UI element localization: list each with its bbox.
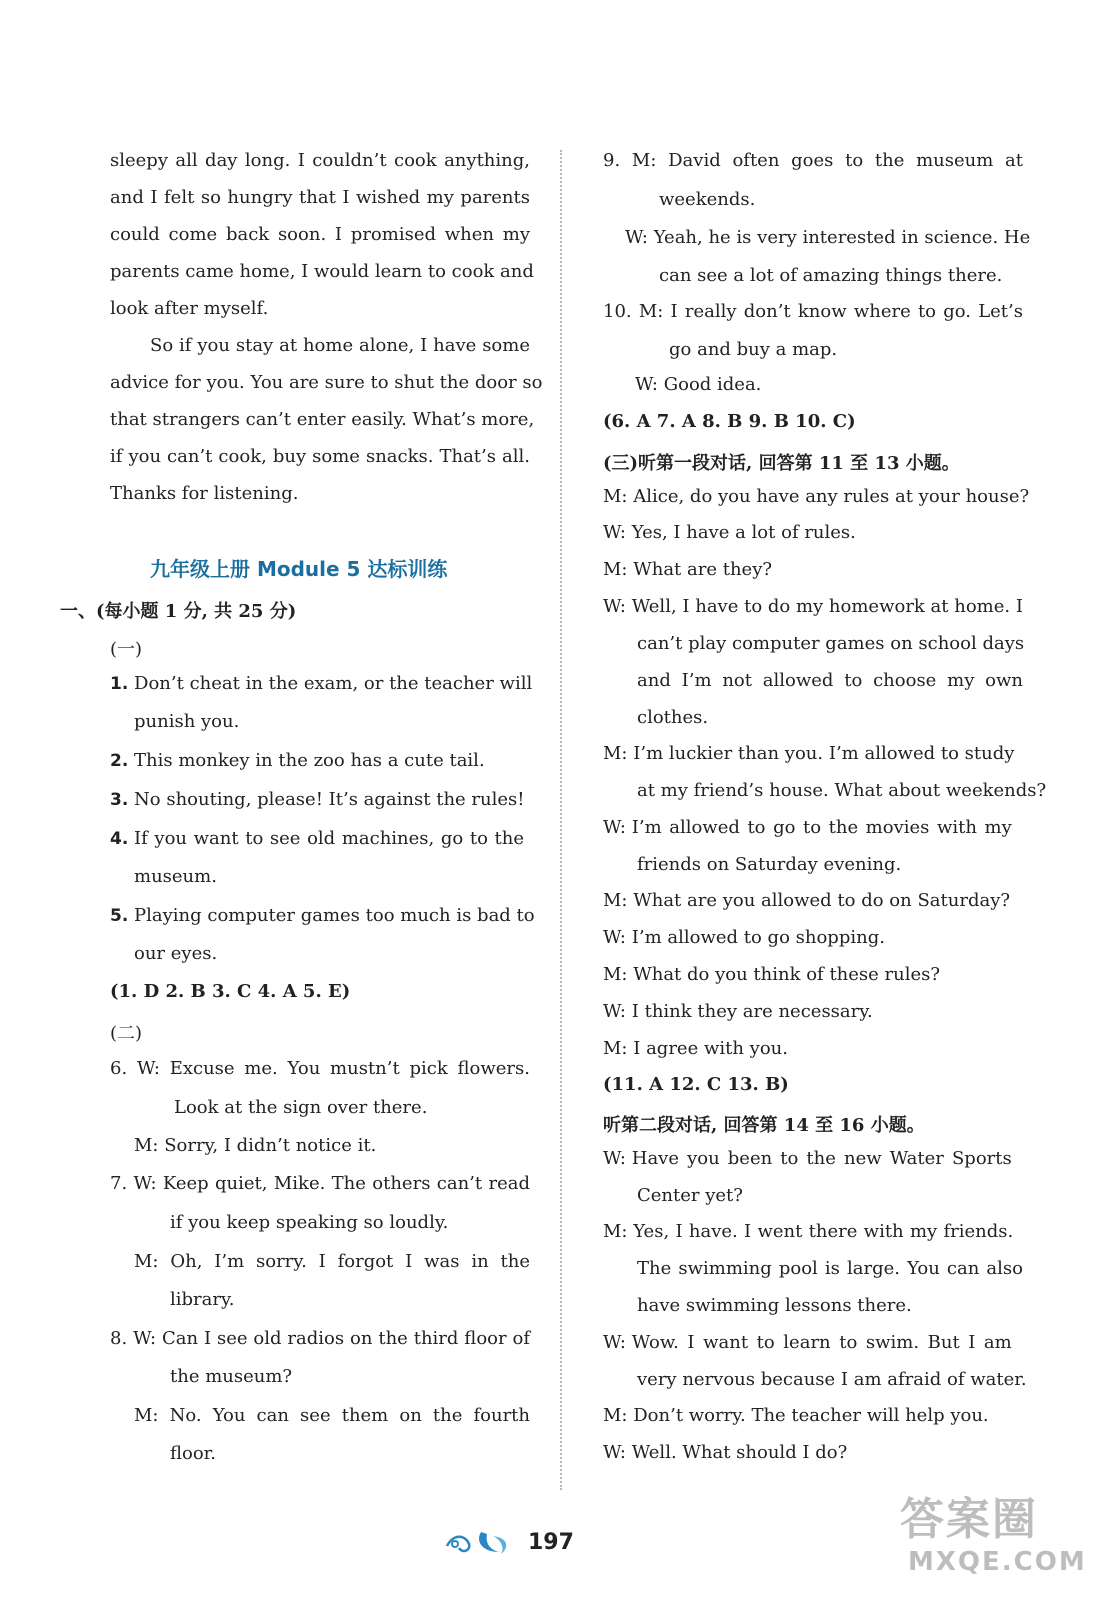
dialog-line: 10. M: I really don’t know where to go. Let’s — [603, 301, 1023, 322]
dialog-line: weekends. — [659, 189, 756, 210]
speaker: W: — [603, 927, 627, 948]
speech: at my friend’s house. What about weekends? — [637, 780, 1047, 801]
publisher-logo-icon — [443, 1528, 523, 1558]
speaker: W: — [603, 596, 627, 617]
item-text: our eyes. — [134, 943, 218, 964]
speech: I’m luckier than you. I’m allowed to study — [633, 743, 1015, 764]
dialog-line — [603, 596, 1023, 617]
item-number: 5. — [110, 906, 129, 926]
dialog-line: can see a lot of amazing things there. — [659, 265, 1003, 286]
page-number: 197 — [528, 1530, 574, 1555]
speaker: M: — [603, 486, 628, 507]
part-label: (一) — [110, 639, 143, 660]
speaker: M: — [603, 1038, 628, 1059]
dialog-line: 6. W: Excuse me. You mustn’t pick flowers. — [110, 1058, 530, 1079]
essay-line: Thanks for listening. — [110, 483, 299, 504]
site-watermark — [900, 1483, 1087, 1577]
speech: Have you been to the new Water Sports — [631, 1148, 1012, 1169]
essay-line: parents came home, I would learn to cook and — [110, 261, 534, 282]
dialog-line — [603, 743, 1023, 764]
speech: Don’t worry. The teacher will help you. — [633, 1405, 989, 1426]
speech: I’m allowed to go to the movies with my — [631, 817, 1012, 838]
essay-line: So if you stay at home alone, I have some — [150, 335, 530, 356]
speaker: M: — [603, 890, 628, 911]
speech: The swimming pool is large. You can also — [637, 1258, 1023, 1279]
dialog-line: M: Sorry, I didn’t notice it. — [134, 1135, 377, 1156]
speech: friends on Saturday evening. — [637, 854, 902, 875]
item-number: 3. — [110, 790, 129, 810]
dialog-line: if you keep speaking so loudly. — [170, 1212, 449, 1233]
dialog-line — [603, 1442, 847, 1463]
speaker: W: — [603, 1332, 627, 1353]
essay-line: look after myself. — [110, 298, 269, 319]
dialog-line — [603, 486, 1029, 507]
speaker: W: — [603, 1001, 627, 1022]
dialog-line: W: Good idea. — [635, 374, 762, 395]
dialog-line: floor. — [170, 1443, 217, 1464]
essay-line: advice for you. You are sure to shut the door so — [110, 372, 543, 393]
dialog-line: the museum? — [170, 1366, 293, 1387]
essay-line: that strangers can’t enter easily. What’s more, — [110, 409, 535, 430]
speech: I agree with you. — [633, 1038, 788, 1059]
speaker: M: — [603, 964, 628, 985]
dialog-line: 7. W: Keep quiet, Mike. The others can’t read — [110, 1173, 530, 1194]
answer-key: (11. A 12. C 13. B) — [603, 1074, 789, 1095]
speech: Well, I have to do my homework at home. I — [631, 596, 1023, 617]
part-label: (三)听第一段对话, 回答第 11 至 13 小题。 — [603, 453, 960, 474]
item-text: This monkey in the zoo has a cute tail. — [134, 750, 485, 771]
essay-line: sleepy all day long. I couldn’t cook anything, — [110, 150, 530, 171]
speech: What are you allowed to do on Saturday? — [633, 890, 1011, 911]
item-number: 4. — [110, 829, 129, 849]
dialog-line: M: Oh, I’m sorry. I forgot I was in the — [134, 1251, 530, 1272]
part-label: 听第二段对话, 回答第 14 至 16 小题。 — [603, 1115, 925, 1136]
part-label: (二) — [110, 1023, 143, 1044]
item-number: 1. — [110, 674, 129, 694]
speech: I think they are necessary. — [631, 1001, 873, 1022]
dialog-line — [603, 890, 1010, 911]
dialog-line — [603, 927, 885, 948]
speech: Well. What should I do? — [631, 1442, 848, 1463]
column-divider — [560, 150, 562, 1490]
speech: can’t play computer games on school days — [637, 633, 1025, 654]
speech: Wow. I want to learn to swim. But I am — [631, 1332, 1012, 1353]
item-number: 2. — [110, 751, 129, 771]
essay-line: and I felt so hungry that I wished my parents — [110, 187, 530, 208]
question-item-1 — [110, 673, 533, 694]
speaker: M: — [603, 1405, 628, 1426]
question-item-5 — [110, 905, 535, 926]
dialog-line: M: No. You can see them on the fourth — [134, 1405, 530, 1426]
speaker: W: — [603, 1148, 627, 1169]
dialog-line — [603, 817, 1023, 838]
item-text: No shouting, please! It’s against the rules! — [134, 789, 525, 810]
speaker: W: — [603, 1442, 627, 1463]
item-text: museum. — [134, 866, 217, 887]
item-text: Don’t cheat in the exam, or the teacher will — [134, 673, 533, 694]
dialog-line: Look at the sign over there. — [174, 1097, 428, 1118]
dialog-line: W: Yeah, he is very interested in science. He — [625, 227, 1031, 248]
speaker: M: — [603, 743, 628, 764]
module-title: 九年级上册 Module 5 达标训练 — [150, 557, 448, 581]
speaker: W: — [603, 522, 627, 543]
speaker: W: — [603, 817, 627, 838]
dialog-line — [603, 964, 940, 985]
dialog-line — [603, 522, 856, 543]
answer-key: (6. A 7. A 8. B 9. B 10. C) — [603, 411, 856, 432]
section-heading: 一、(每小题 1 分, 共 25 分) — [60, 601, 297, 622]
essay-line: could come back soon. I promised when my — [110, 224, 530, 245]
speech: have swimming lessons there. — [637, 1295, 912, 1316]
speech: What are they? — [633, 559, 773, 580]
item-text: Playing computer games too much is bad to — [134, 905, 535, 926]
dialog-line — [603, 1038, 788, 1059]
speech: Yes, I have. I went there with my friends. — [633, 1221, 1014, 1242]
essay-line: if you can’t cook, buy some snacks. That’s all. — [110, 446, 530, 467]
question-item-2 — [110, 750, 485, 771]
speech: clothes. — [637, 707, 709, 728]
dialog-line — [603, 1405, 989, 1426]
speaker: M: — [603, 1221, 628, 1242]
answer-key: (1. D 2. B 3. C 4. A 5. E) — [110, 981, 351, 1002]
question-item-3 — [110, 789, 525, 810]
watermark-logo-text: 答案圈 — [900, 1494, 1038, 1545]
speech: What do you think of these rules? — [633, 964, 941, 985]
speech: and I’m not allowed to choose my own — [637, 670, 1023, 691]
item-text: punish you. — [134, 711, 240, 732]
speech: I’m allowed to go shopping. — [631, 927, 885, 948]
dialog-line — [603, 1221, 1023, 1242]
dialog-line: library. — [170, 1289, 235, 1310]
dialog-line — [603, 1332, 1023, 1353]
speech: very nervous because I am afraid of water. — [637, 1369, 1027, 1390]
dialog-line — [603, 1001, 873, 1022]
item-text: If you want to see old machines, go to the — [134, 828, 525, 849]
watermark-url: MXQE.COM — [908, 1547, 1087, 1577]
speech: Alice, do you have any rules at your house? — [633, 486, 1030, 507]
speaker: M: — [603, 559, 628, 580]
dialog-line — [603, 559, 772, 580]
dialog-line — [603, 1148, 1023, 1169]
dialog-line: 8. W: Can I see old radios on the third floor of — [110, 1328, 530, 1349]
dialog-line: go and buy a map. — [669, 339, 838, 360]
speech: Yes, I have a lot of rules. — [631, 522, 856, 543]
speech: Center yet? — [637, 1185, 743, 1206]
question-item-4 — [110, 828, 530, 849]
dialog-line: 9. M: David often goes to the museum at — [603, 150, 1023, 171]
